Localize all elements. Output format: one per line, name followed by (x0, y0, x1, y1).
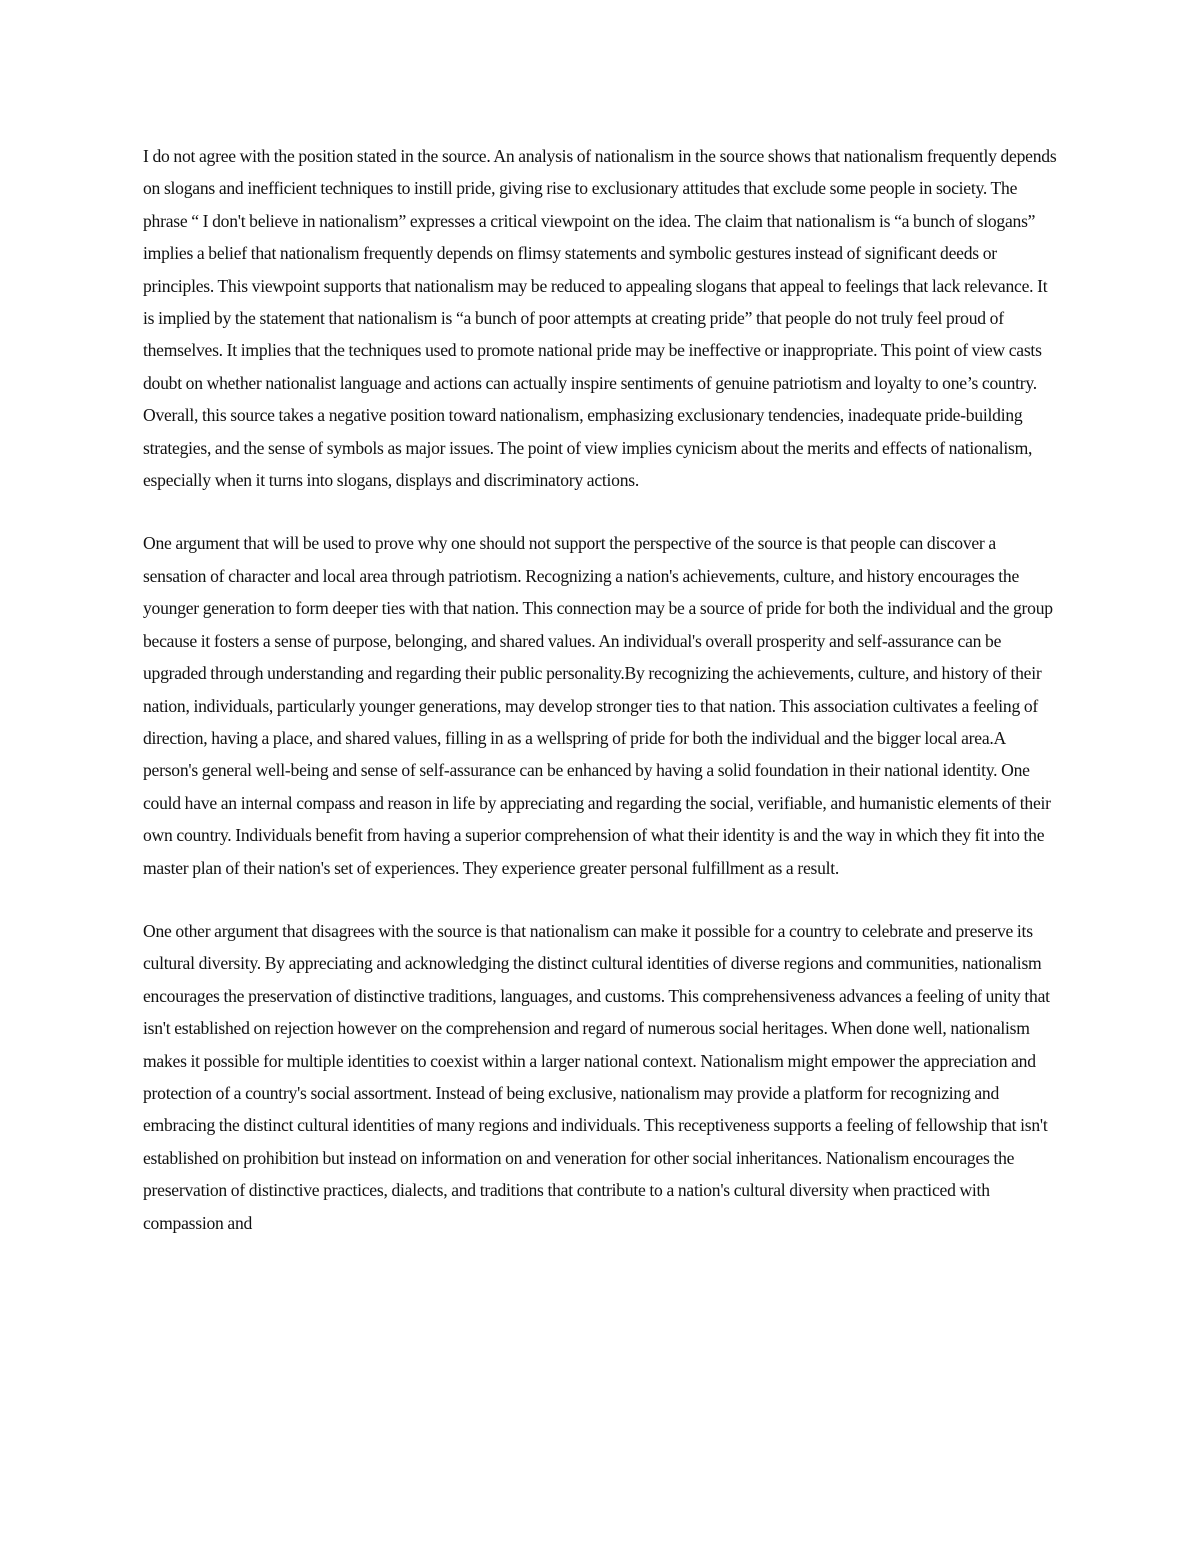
paragraph-1: I do not agree with the position stated in the source. An analysis of nationalism in the source shows that nationalism frequently depends on slogans and inefficient techniques to instill pride, giving rise to exclusionary attitudes that exclude some people in society. The phrase “ I don't believe in nationalism” expresses a critical viewpoint on the idea. The claim that nationalism is “a bunch of slogans” implies a belief that nationalism frequently depends on flimsy statements and symbolic gestures instead of significant deeds or principles. This viewpoint supports that nationalism may be reduced to appealing slogans that appeal to feelings that lack relevance. It is implied by the statement that nationalism is “a bunch of poor attempts at creating pride” that people do not truly feel proud of themselves. It implies that the techniques used to promote national pride may be ineffective or inappropriate. This point of view casts doubt on whether nationalist language and actions can actually inspire sentiments of genuine patriotism and loyalty to one’s country. Overall, this source takes a negative position toward nationalism, emphasizing exclusionary tendencies, inadequate pride-building strategies, and the sense of symbols as major issues. The point of view implies cynicism about the merits and effects of nationalism, especially when it turns into slogans, displays and discriminatory actions. (143, 146, 1057, 491)
document-body (143, 140, 1061, 1270)
paragraph-3: One other argument that disagrees with the source is that nationalism can make it possible for a country to celebrate and preserve its cultural diversity. By appreciating and acknowledging the distinct cultural identities of diverse regions and communities, nationalism encourages the preservation of distinctive traditions, languages, and customs. This comprehensiveness advances a feeling of unity that isn't established on rejection however on the comprehension and regard of numerous social heritages. When done well, nationalism makes it possible for multiple identities to coexist within a larger national context. Nationalism might empower the appreciation and protection of a country's social assortment. Instead of being exclusive, nationalism may provide a platform for recognizing and embracing the distinct cultural identities of many regions and individuals. This receptiveness supports a feeling of fellowship that isn't established on prohibition but instead on information on and veneration for other social inheritances. Nationalism encourages the preservation of distinctive practices, dialects, and traditions that contribute to a nation's cultural diversity when practiced with compassion and (143, 920, 1050, 1233)
paragraph-2: One argument that will be used to prove why one should not support the perspective of the source is that people can discover a sensation of character and local area through patriotism. Recognizing a nation's achievements, culture, and history encourages the younger generation to form deeper ties with that nation. This connection may be a source of pride for both the individual and the group because it fosters a sense of purpose, belonging, and shared values. An individual's overall prosperity and self-assurance can be upgraded through understanding and regarding their public personality.By recognizing the achievements, culture, and history of their nation, individuals, particularly younger generations, may develop stronger ties to that nation. This association cultivates a feeling of direction, having a place, and shared values, filling in as a wellspring of pride for both the individual and the bigger local area.A person's general well-being and sense of self-assurance can be enhanced by having a solid foundation in their national identity. One could have an internal compass and reason in life by appreciating and regarding the social, verifiable, and humanistic elements of their own country. Individuals benefit from having a superior comprehension of what their identity is and the way in which they fit into the master plan of their nation's set of experiences. They experience greater personal fulfillment as a result. (143, 533, 1053, 878)
